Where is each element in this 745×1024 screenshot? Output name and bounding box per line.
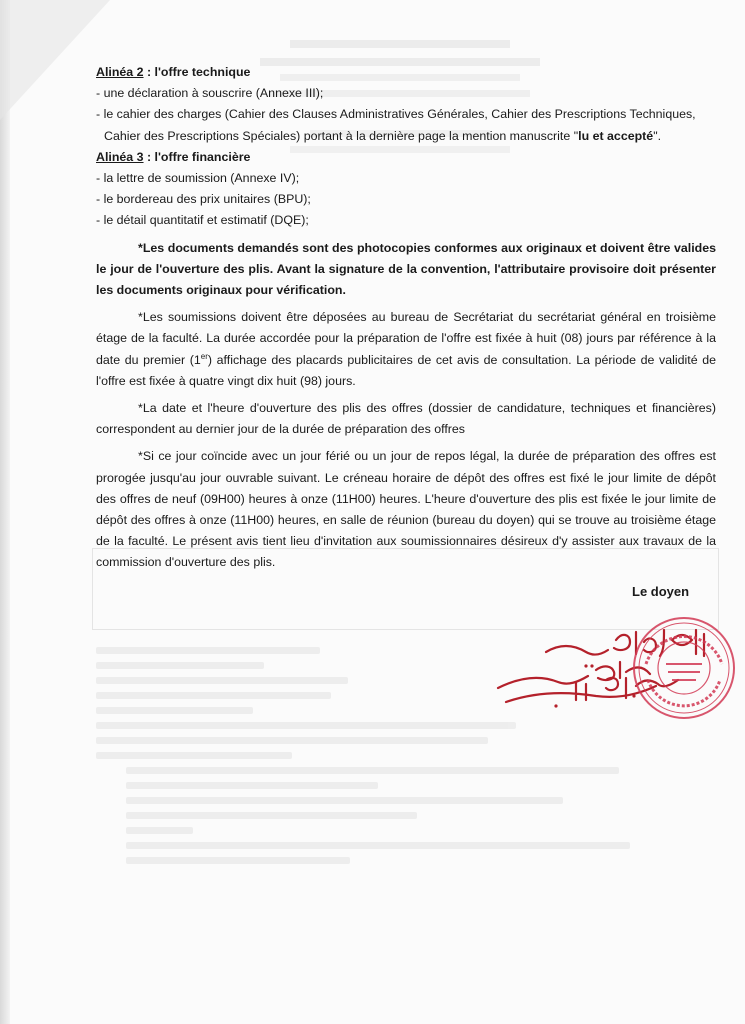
continuation-end: ". <box>653 128 662 143</box>
alinea-2-subtitle: : l'offre technique <box>143 65 251 79</box>
alinea-2-heading <box>96 62 716 83</box>
note-jour-ferie: *Si ce jour coïncide avec un jour férié ou un jour de repos légal, la durée de préparation des offres est prorogée jusqu'au jour ouvrable suivant. Le créneau horaire de dépôt des offres est fixé le jour limite de dépôt des offres de neuf (09H00) heures à onze (11H00) heures. L'heure d'ouverture des plis est fixée le jour limite de dépôt des offres à onze (11H00) heures, en salle de réunion (bureau du doyen) qui se trouve au troisième étage de la faculté. Le présent avis tient lieu d'invitation aux soumissionnaires désireux d'y assister aux travaux de la commission d'ouverture des plis. <box>96 449 716 570</box>
page-corner-fold <box>0 0 110 120</box>
continuation-text: Cahier des Prescriptions Spéciales) portant à la dernière page la mention manuscrite " <box>104 128 579 143</box>
alinea-3-item: - la lettre de soumission (Annexe IV); <box>96 171 300 186</box>
alinea-3-heading <box>96 147 716 168</box>
alinea-2-item: - le cahier des charges (Cahier des Clauses Administratives Générales, Cahier des Prescriptions Techniques, <box>96 107 696 122</box>
signatory-title: Le doyen <box>632 584 690 599</box>
note-date-heure: *La date et l'heure d'ouverture des plis des offres (dossier de candidature, techniques et financières) correspondent au dernier jour de la durée de préparation des offres <box>96 401 716 437</box>
alinea-3-title: Alinéa 3 <box>96 149 144 164</box>
alinea-2-title: Alinéa 2 <box>96 65 144 79</box>
note-soumissions <box>96 307 716 392</box>
scan-edge <box>0 0 10 1024</box>
alinea-3-item: - le détail quantitatif et estimatif (DQE); <box>96 213 309 228</box>
alinea-3-subtitle: : l'offre financière <box>143 149 251 164</box>
signature-arabic-hidden: . <box>490 631 491 635</box>
alinea-2-item-continuation <box>96 126 716 147</box>
soumissions-sup: er <box>200 351 208 361</box>
official-stamp <box>630 614 738 722</box>
document-body <box>96 62 716 574</box>
handwritten-mention: lu et accepté <box>578 128 654 143</box>
soumissions-text-a: *Les soumissions doivent être déposées au bureau de Secrétariat du secrétariat général en troisième étage de la faculté. La durée accordée pour la préparation de l'offre est fixée à huit (08) jours par référence à la date du premier (1 <box>96 310 716 367</box>
soumissions-text-b: ) affichage des placards publicitaires de cet avis de consultation. La période de validité de l'offre est fixée à quatre vingt dix huit (98) jours. <box>96 352 716 388</box>
note-documents: *Les documents demandés sont des photocopies conformes aux originaux et doivent être valides le jour de l'ouverture des plis. Avant la signature de la convention, l'attributaire provisoire doit présenter les documents originaux pour vérification. <box>96 240 716 298</box>
alinea-3-item: - le bordereau des prix unitaires (BPU); <box>96 192 311 207</box>
alinea-2-item: - une déclaration à souscrire (Annexe III); <box>96 86 324 101</box>
